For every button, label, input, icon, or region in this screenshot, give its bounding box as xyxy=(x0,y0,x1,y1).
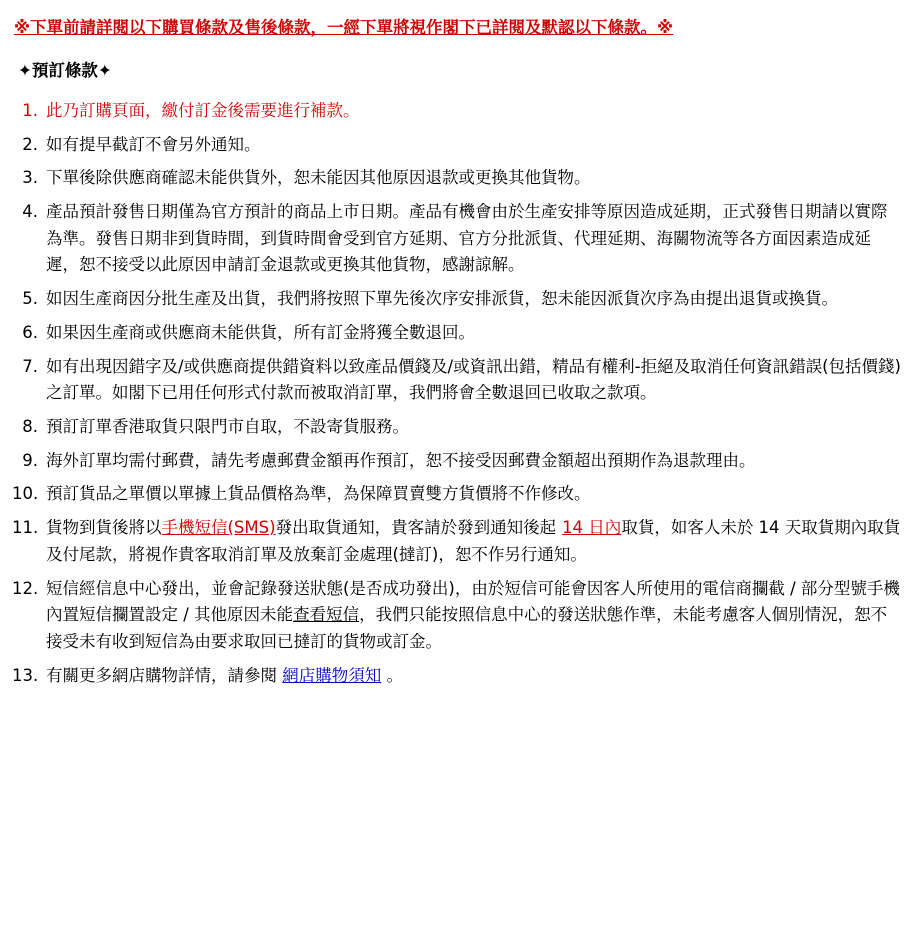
term-text-11-part3: 取貨，如客人未於 14 天取貨期內取貨及付尾款，將視作貴客取消訂單及放棄訂金處理(撻訂)，恕不作另行通知。 xyxy=(46,518,901,564)
term-text-8: 預訂訂單香港取貨只限門市自取，不設寄貨服務。 xyxy=(46,417,409,437)
term-item-7 xyxy=(12,354,901,407)
term-number-8: 8. xyxy=(22,417,38,437)
term-number-7: 7. xyxy=(22,356,38,376)
term-item-2 xyxy=(12,132,901,159)
term-text-3: 下單後除供應商確認未能供貨外，恕未能因其他原因退款或更換其他貨物。 xyxy=(46,168,591,188)
term-text-10: 預訂貨品之單價以單據上貨品價格為準，為保障買賣雙方貨價將不作修改。 xyxy=(46,484,591,504)
term-item-3 xyxy=(12,165,901,192)
term-number-6: 6. xyxy=(22,322,38,342)
term-item-8 xyxy=(12,414,901,441)
terms-list xyxy=(12,98,901,690)
term-number-3: 3. xyxy=(22,168,38,188)
term-item-11 xyxy=(12,515,901,568)
term-number-5: 5. xyxy=(22,289,38,309)
term-item-10 xyxy=(12,481,901,508)
term-12-underline-check-sms: 查看短信 xyxy=(293,605,360,625)
term-text-12-part2: ，我們只能按照信息中心的發送狀態作準，未能考慮客人個別情況，恕不接受未有收到短信為由要求取回已撻訂的貨物或訂金。 xyxy=(46,605,888,652)
term-text-9: 海外訂單均需付郵費，請先考慮郵費金額再作預訂，恕不接受因郵費金額超出預期作為退款理由。 xyxy=(46,450,756,470)
term-text-11-part1: 貨物到貨後將以 xyxy=(46,518,162,538)
term-number-10: 10. xyxy=(12,484,39,504)
term-number-11: 11. xyxy=(12,518,39,538)
term-item-13 xyxy=(12,663,901,690)
term-11-highlight-14days: 14 日內 xyxy=(562,518,622,538)
term-text-13-part1: 有關更多網店購物詳情，請參閱 xyxy=(46,665,283,685)
term-number-1: 1. xyxy=(22,100,38,120)
term-11-highlight-sms: 手機短信(SMS) xyxy=(161,518,276,538)
term-text-7: 如有出現因錯字及/或供應商提供錯資料以致產品價錢及/或資訊出錯，精品有權利-拒絕及取消任何資訊錯誤(包括價錢) 之訂單。如閣下已用任何形式付款而被取消訂單，我們將會全數退回已收取之款項。 xyxy=(46,356,901,403)
term-number-13: 13. xyxy=(12,665,39,685)
term-text-12-part1: 短信經信息中心發出，並會記錄發送狀態(是否成功發出)，由於短信可能會因客人所使用的電信商攔截 / 部分型號手機內置短信攔置設定 / 其他原因未能 xyxy=(46,578,900,625)
term-text-2: 如有提早截訂不會另外通知。 xyxy=(46,134,261,154)
term-number-12: 12. xyxy=(12,578,39,598)
term-item-6 xyxy=(12,320,901,347)
term-item-5 xyxy=(12,286,901,313)
term-item-4 xyxy=(12,199,901,279)
term-number-2: 2. xyxy=(22,134,38,154)
term-number-9: 9. xyxy=(22,450,38,470)
section-title-preorder-terms: ✦預訂條款✦ xyxy=(18,60,112,80)
term-item-1 xyxy=(12,98,901,125)
term-number-4: 4. xyxy=(22,202,38,221)
term-text-1: 此乃訂購頁面，繳付訂金後需要進行補款。 xyxy=(46,100,360,120)
term-text-11-part2: 發出取貨通知，貴客請於發到通知後起 xyxy=(275,518,557,538)
term-item-12 xyxy=(12,576,901,656)
term-text-4: 產品預計發售日期僅為官方預計的商品上市日期。產品有機會由於生產安排等原因造成延期，正式發售日期請以實際為準。發售日期非到貨時間，到貨時間會受到官方延期、官方分批派貨、代理延期、海關物流等各方面因素造成延遲，恕不接受以此原因申請訂金退款或更換其他貨物，感謝諒解。 xyxy=(46,202,888,275)
term-text-5: 如因生產商因分批生產及出貨，我們將按照下單先後次序安排派貨，恕未能因派貨次序為由提出退貨或換貨。 xyxy=(46,289,838,309)
shopping-guide-link[interactable]: 網店購物須知 xyxy=(282,665,382,685)
term-item-9 xyxy=(12,448,901,475)
term-text-6: 如果因生產商或供應商未能供貨，所有訂金將獲全數退回。 xyxy=(46,322,475,342)
term-text-13-part2: 。 xyxy=(381,665,403,685)
top-warning-banner: ※下單前請詳閱以下購買條款及售後條款，一經下單將視作閣下已詳閱及默認以下條款。※ xyxy=(14,18,674,37)
